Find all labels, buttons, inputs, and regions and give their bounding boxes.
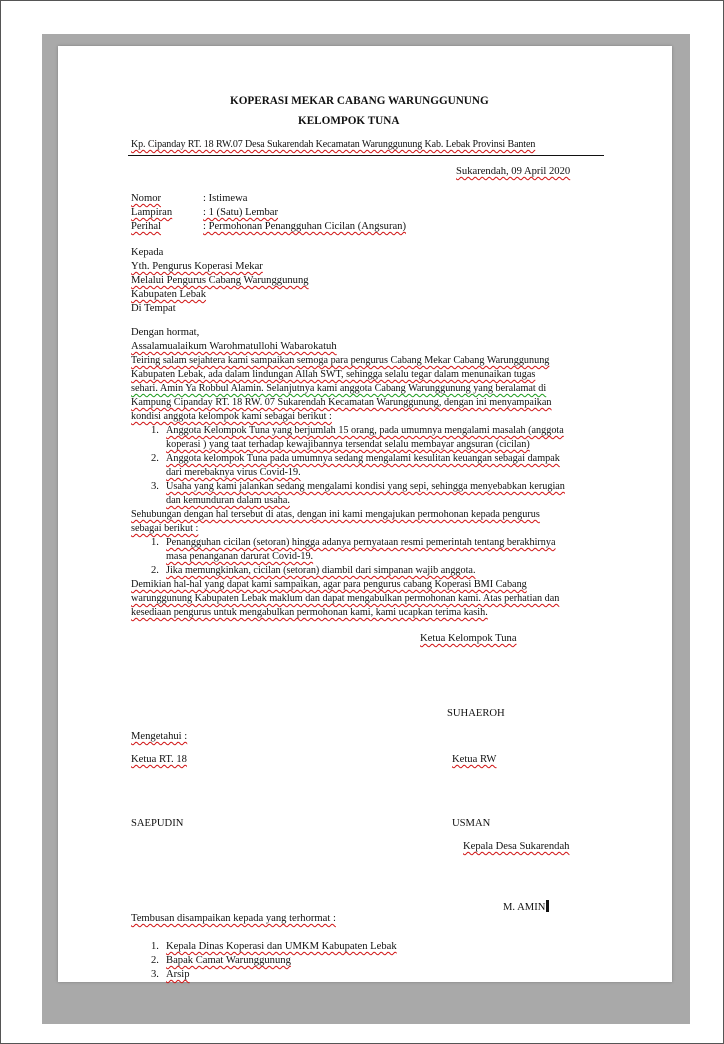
- greeting: Dengan hormat,: [131, 327, 200, 338]
- paragraph-2-line-1: Sehubungan dengan hal tersebut di atas, dengan ini kami mengajukan permohonan kepada pengurus: [131, 509, 540, 520]
- ketua-kelompok-name: SUHAEROH: [447, 708, 505, 719]
- text-cursor: [546, 900, 549, 912]
- list2-number-1: 1.: [151, 537, 159, 548]
- perihal-label: Perihal: [131, 221, 162, 232]
- paragraph-1-line-3: sehari. Amin Ya Robbul Alamin. Selanjutnya kami anggota Cabang Warunggunung yang beralamat di: [131, 383, 547, 394]
- list2-item-1-line-2: masa penanganan darurat Covid-19.: [166, 551, 314, 562]
- list1-item-2-line-1: Anggota kelompok Tuna pada umumnya sedang mengalami kesulitan keuangan sebagai dampak: [166, 453, 560, 464]
- list1-number-3: 3.: [151, 481, 159, 492]
- tembusan-item-3: Arsip: [166, 969, 190, 980]
- list1-number-1: 1.: [151, 425, 159, 436]
- paragraph-3-line-3: kesediaan pengurus untuk mengabulkan permohonan kami, kami ucapkan terima kasih.: [131, 607, 488, 618]
- ketua-rw-name: USMAN: [452, 818, 491, 829]
- paragraph-3-line-2: warunggunung Kabupaten Lebak maklum dan dapat mengabulkan permohonan kami. Atas perhatian dan: [131, 593, 560, 604]
- kepala-desa-title: Kepala Desa Sukarendah: [463, 841, 570, 852]
- lampiran-value: : 1 (Satu) Lembar: [203, 207, 279, 218]
- letterhead-address: Kp. Cipanday RT. 18 RW.07 Desa Sukarendah Kecamatan Warunggunung Kab. Lebak Provinsi Banten: [131, 139, 536, 150]
- list1-item-1-line-2: koperasi ) yang taat terhadap kewajibannya tersendat selalu membayar angsuran (cicilan): [166, 439, 530, 450]
- list1-item-3-line-2: dan kemunduran dalam usaha.: [166, 495, 290, 506]
- kepada: Kepada: [131, 247, 164, 258]
- tembusan-heading: Tembusan disampaikan kepada yang terhormat :: [131, 913, 336, 924]
- list2-item-2-line-1: Jika memungkinkan, cicilan (setoran) diambil dari simpanan wajib anggota.: [166, 565, 476, 576]
- tembusan-number-2: 2.: [151, 955, 159, 966]
- ketua-kelompok-title: Ketua Kelompok Tuna: [420, 633, 517, 644]
- recipient-line-3: Kabupaten Lebak: [131, 289, 207, 300]
- recipient-line-2: Melalui Pengurus Cabang Warunggunung: [131, 275, 309, 286]
- tembusan-number-3: 3.: [151, 969, 159, 980]
- list1-number-2: 2.: [151, 453, 159, 464]
- paragraph-1-line-1: Teiring salam sejahtera kami sampaikan semoga para pengurus Cabang Mekar Cabang Warunggunung: [131, 355, 550, 366]
- kepala-desa-name-wrap: [503, 900, 549, 914]
- lampiran-label: Lampiran: [131, 207, 173, 218]
- paragraph-1-line-5: kondisi anggota kelompok kami sebagai berikut :: [131, 411, 332, 422]
- tembusan-item-1: Kepala Dinas Koperasi dan UMKM Kabupaten Lebak: [166, 941, 397, 952]
- perihal-value: : Permohonan Penangguhan Cicilan (Angsuran): [203, 221, 407, 232]
- recipient-line-1: Yth. Pengurus Koperasi Mekar: [131, 261, 263, 272]
- list1-item-3-line-1: Usaha yang kami jalankan sedang mengalami kondisi yang sepi, sehingga menyebabkan kerugian: [166, 481, 565, 492]
- kepala-desa-name: M. AMIN: [503, 902, 546, 913]
- list1-item-1-line-1: Anggota Kelompok Tuna yang berjumlah 15 orang, pada umumnya mengalami masalah (anggota: [166, 425, 564, 436]
- nomor-value: : Istimewa: [203, 193, 248, 204]
- tembusan-item-2: Bapak Camat Warunggunung: [166, 955, 291, 966]
- paragraph-2-line-2: sebagai berikut :: [131, 523, 199, 534]
- nomor-label: Nomor: [131, 193, 162, 204]
- org-name: KOPERASI MEKAR CABANG WARUNGGUNUNG: [230, 95, 489, 107]
- list2-item-1-line-1: Penangguhan cicilan (setoran) hingga adanya pernyataan resmi pemerintah tentang berakhirnya: [166, 537, 556, 548]
- ketua-rw-title: Ketua RW: [452, 754, 497, 765]
- salam: Assalamualaikum Warohmatullohi Wabarokatuh: [131, 341, 337, 352]
- paragraph-1-line-4: Kampung Cipanday RT. 18 RW. 07 Sukarendah Kecamatan Warunggunung, dengan ini menyampaikan: [131, 397, 552, 408]
- tembusan-number-1: 1.: [151, 941, 159, 952]
- ketua-rt-title: Ketua RT. 18: [131, 754, 187, 765]
- paragraph-3-line-1: Demikian hal-hal yang dapat kami sampaikan, agar para pengurus cabang Koperasi BMI Cabang: [131, 579, 527, 590]
- group-name: KELOMPOK TUNA: [298, 115, 400, 127]
- ketua-rt-name: SAEPUDIN: [131, 818, 184, 829]
- letter-date: Sukarendah, 09 April 2020: [456, 166, 571, 177]
- recipient-line-4: Di Tempat: [131, 303, 176, 314]
- mengetahui: Mengetahui :: [131, 731, 188, 742]
- list2-number-2: 2.: [151, 565, 159, 576]
- letterhead-rule: [128, 155, 604, 156]
- list1-item-2-line-2: dari merebaknya virus Covid-19.: [166, 467, 301, 478]
- paragraph-1-line-2: Kabupaten Lebak, ada dalam lindungan Allah SWT, sehingga selalu tegar dalam menunaikan tugas: [131, 369, 536, 380]
